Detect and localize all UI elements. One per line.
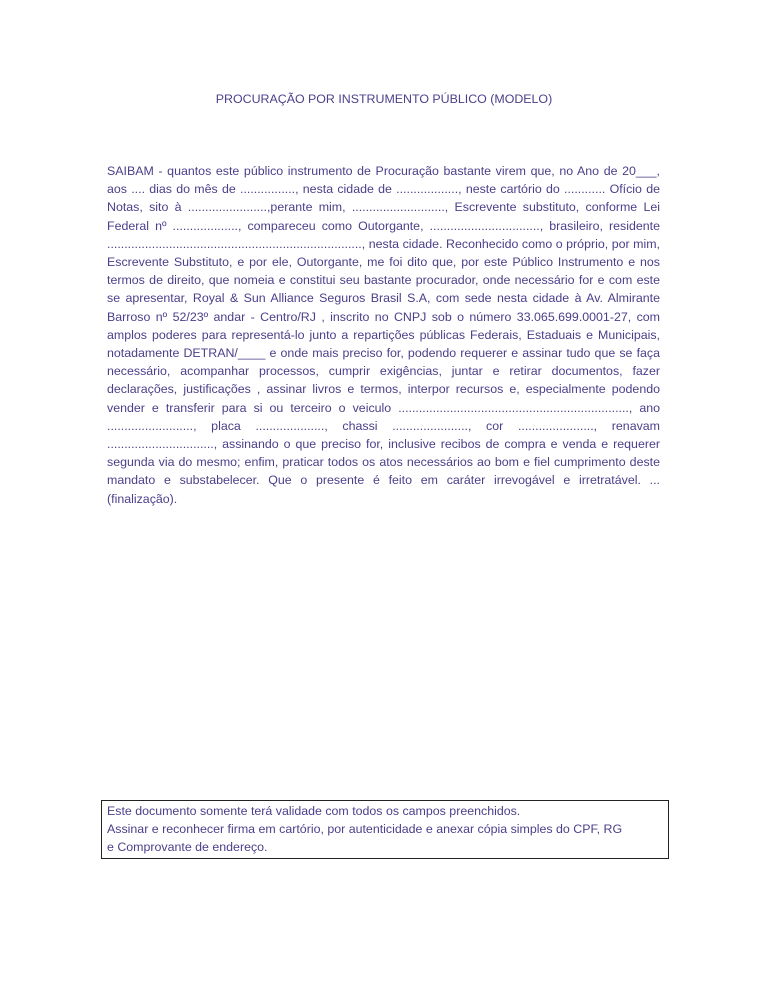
validity-notice-box	[101, 800, 669, 859]
notice-line-1: Este documento somente terá validade com todos os campos preenchidos.	[107, 804, 521, 818]
procuracao-body: SAIBAM - quantos este público instrumento de Procuração bastante virem que, no Ano de 20___, aos .... dias do mês de ................, nesta cidade de .................., neste cartório do ............ Ofício de Notas, sito à .......................,perante mim, ..........................., Escrevente substituto, conforme Lei Federal nº ..................., compareceu como Outorgante, ................................, brasileiro, residente .........................................................................., nesta cidade. Reconhecido como o próprio, por mim, Escrevente Substituto, e por ele, Outorgante, me foi dito que, por este Público Instrumento e nos termos de direito, que nomeia e constitui seu bastante procurador, onde necessário for e com este se apresentar, Royal & Sun Alliance Seguros Brasil S.A, com sede nesta cidade à Av. Almirante Barroso nº 52/23º andar - Centro/RJ , inscrito no CNPJ sob o número 33.065.699.0001-27, com amplos poderes para representá-lo junto a repartições públicas Federais, Estaduais e Municipais, notadamente DETRAN/____ e onde mais preciso for, podendo requerer e assinar tudo que se faça necessário, acompanhar processos, cumprir exigências, juntar e retirar documentos, fazer declarações, justificações , assinar livros e termos, interpor recursos e, especialmente podendo vender e transferir para si ou terceiro o veiculo ..................................................................., ano ........................., placa ...................., chassi ......................, cor ......................, renavam ..............................., assinando o que preciso for, inclusive recibos de compra e venda e requerer segunda via do mesmo; enfim, praticar todos os atos necessários ao bom e fiel cumprimento deste mandato e substabelecer. Que o presente é feito em caráter irrevogável e irretratável. ... (finalização).	[107, 164, 660, 506]
notice-line-3: e Comprovante de endereço.	[107, 840, 268, 854]
notice-line-2: Assinar e reconhecer firma em cartório, por autenticidade e anexar cópia simples do CPF, RG	[107, 822, 623, 836]
document-title: PROCURAÇÃO POR INSTRUMENTO PÚBLICO (MODELO)	[215, 92, 553, 106]
